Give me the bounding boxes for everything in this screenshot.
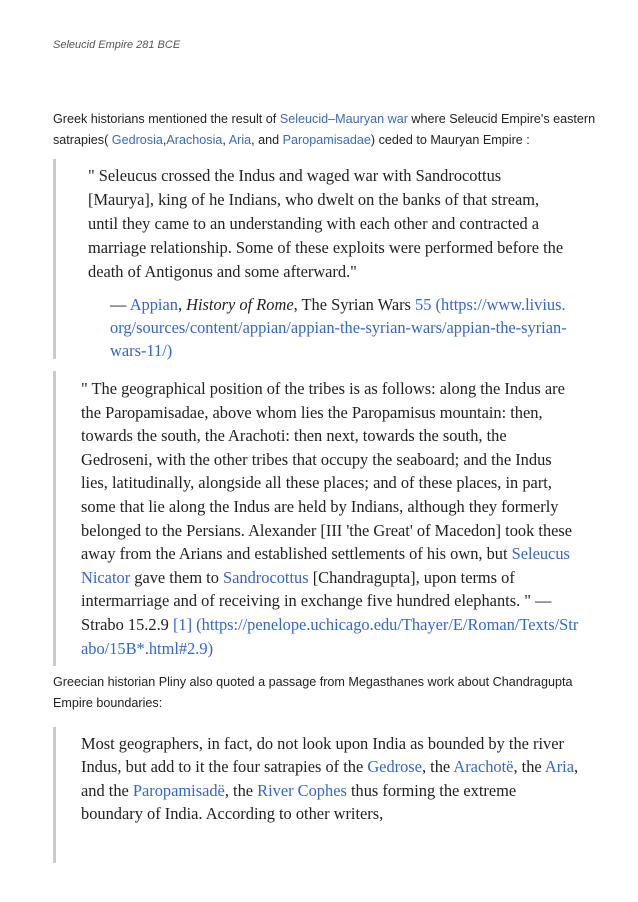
blockquote-strabo: [53, 371, 586, 666]
link-gedrose[interactable]: Gedrose: [367, 757, 422, 777]
quote-text-part: , the: [421, 757, 454, 777]
intro-text: ,: [222, 133, 229, 147]
quote-citation: [110, 293, 570, 362]
intro-text: , and: [251, 133, 283, 147]
quote-text-part: gave them to: [130, 567, 224, 587]
intro-text: ) ceded to Mauryan Empire :: [370, 133, 530, 147]
quote-text-part: thus forming the extreme boundary of India. According to other writers,: [81, 780, 517, 824]
citation-text: ,: [177, 295, 187, 314]
quote-text-part: , the: [224, 780, 258, 800]
page-header: Seleucid Empire 281 BCE: [53, 39, 181, 51]
intro-text: Greek historians mentioned the result of: [53, 112, 280, 126]
citation-dash: —: [110, 295, 130, 314]
blockquote-appian: [53, 159, 576, 359]
link-seleucus-nicator[interactable]: Seleucus Nicator: [81, 544, 570, 587]
link-arachote[interactable]: Arachotë: [453, 757, 514, 777]
link-strabo-reference[interactable]: [1] (https://penelope.uchicago.edu/Thayer/E/Roman/Texts/Strabo/15B*.html#2.9): [81, 614, 579, 658]
link-river-cophes[interactable]: River Cophes: [257, 780, 347, 800]
link-livius-source[interactable]: 55 (https://www.livius.org/sources/content/appian/appian-the-syrian-wars/appian-the-syrian-wars-11/): [110, 295, 567, 360]
link-arachosia[interactable]: Arachosia: [166, 133, 223, 147]
link-sandrocottus[interactable]: Sandrocottus: [223, 567, 309, 587]
quote-text-part: " The geographical position of the tribes is as follows: along the Indus are the Paropamisadae, above whom lies the Paropamisus mountain: then, towards the south, the Arachoti: then next, towards the south, the Gedroseni, with the other tribes that occupy the seaboard; and the Indus lies, latitudinally, alongside all these places; and of these places, in part, some that lie along the Indus are held by Indians, although they formerly belonged to the Persians. Alexander [III 'the Great' of Macedon] took these away from the Arians and established settlements of his own, but: [81, 379, 573, 564]
quote-text-part: , the: [513, 757, 545, 777]
intro-text: ,: [162, 133, 167, 147]
link-appian[interactable]: Appian: [129, 295, 178, 314]
quote-text-part: , and the: [81, 757, 579, 800]
link-gedrosia[interactable]: Gedrosia: [111, 133, 163, 147]
link-aria[interactable]: Aria: [228, 133, 252, 147]
link-seleucid-mauryan-war[interactable]: Seleucid–Mauryan war: [279, 112, 408, 126]
link-aria[interactable]: Aria: [544, 757, 574, 777]
quote-text-part: [Chandragupta], upon terms of intermarriage and of receiving in exchange five hundred elephants. " — Strabo 15.2.9: [81, 567, 552, 634]
quote-text: " Seleucus crossed the Indus and waged war with Sandrocottus [Maurya], king of he Indians, who dwelt on the banks of that stream, until they came to an understanding with each other and contracted a marriage relationship. Some of these exploits were performed before the death of Antigonus and some afterward.": [88, 166, 564, 281]
quote-text: [81, 732, 581, 826]
blockquote-megasthenes: [53, 727, 586, 863]
link-paropamisade[interactable]: Paropamisadë: [132, 780, 225, 800]
quote-text-part: Most geographers, in fact, do not look upon India as bounded by the river Indus, but add to it the four satrapies of the: [81, 734, 564, 777]
intro-paragraph: [53, 109, 598, 151]
quote-text: [81, 377, 581, 660]
intro-text: where Seleucid Empire's eastern satrapies(: [53, 112, 596, 147]
citation-work-title: History of Rome: [186, 295, 294, 314]
citation-text: , The Syrian Wars: [293, 295, 416, 314]
pliny-paragraph: Greecian historian Pliny also quoted a passage from Megasthanes work about Chandragupta Empire boundaries:: [53, 675, 573, 710]
link-paropamisadae[interactable]: Paropamisadae: [282, 133, 371, 147]
